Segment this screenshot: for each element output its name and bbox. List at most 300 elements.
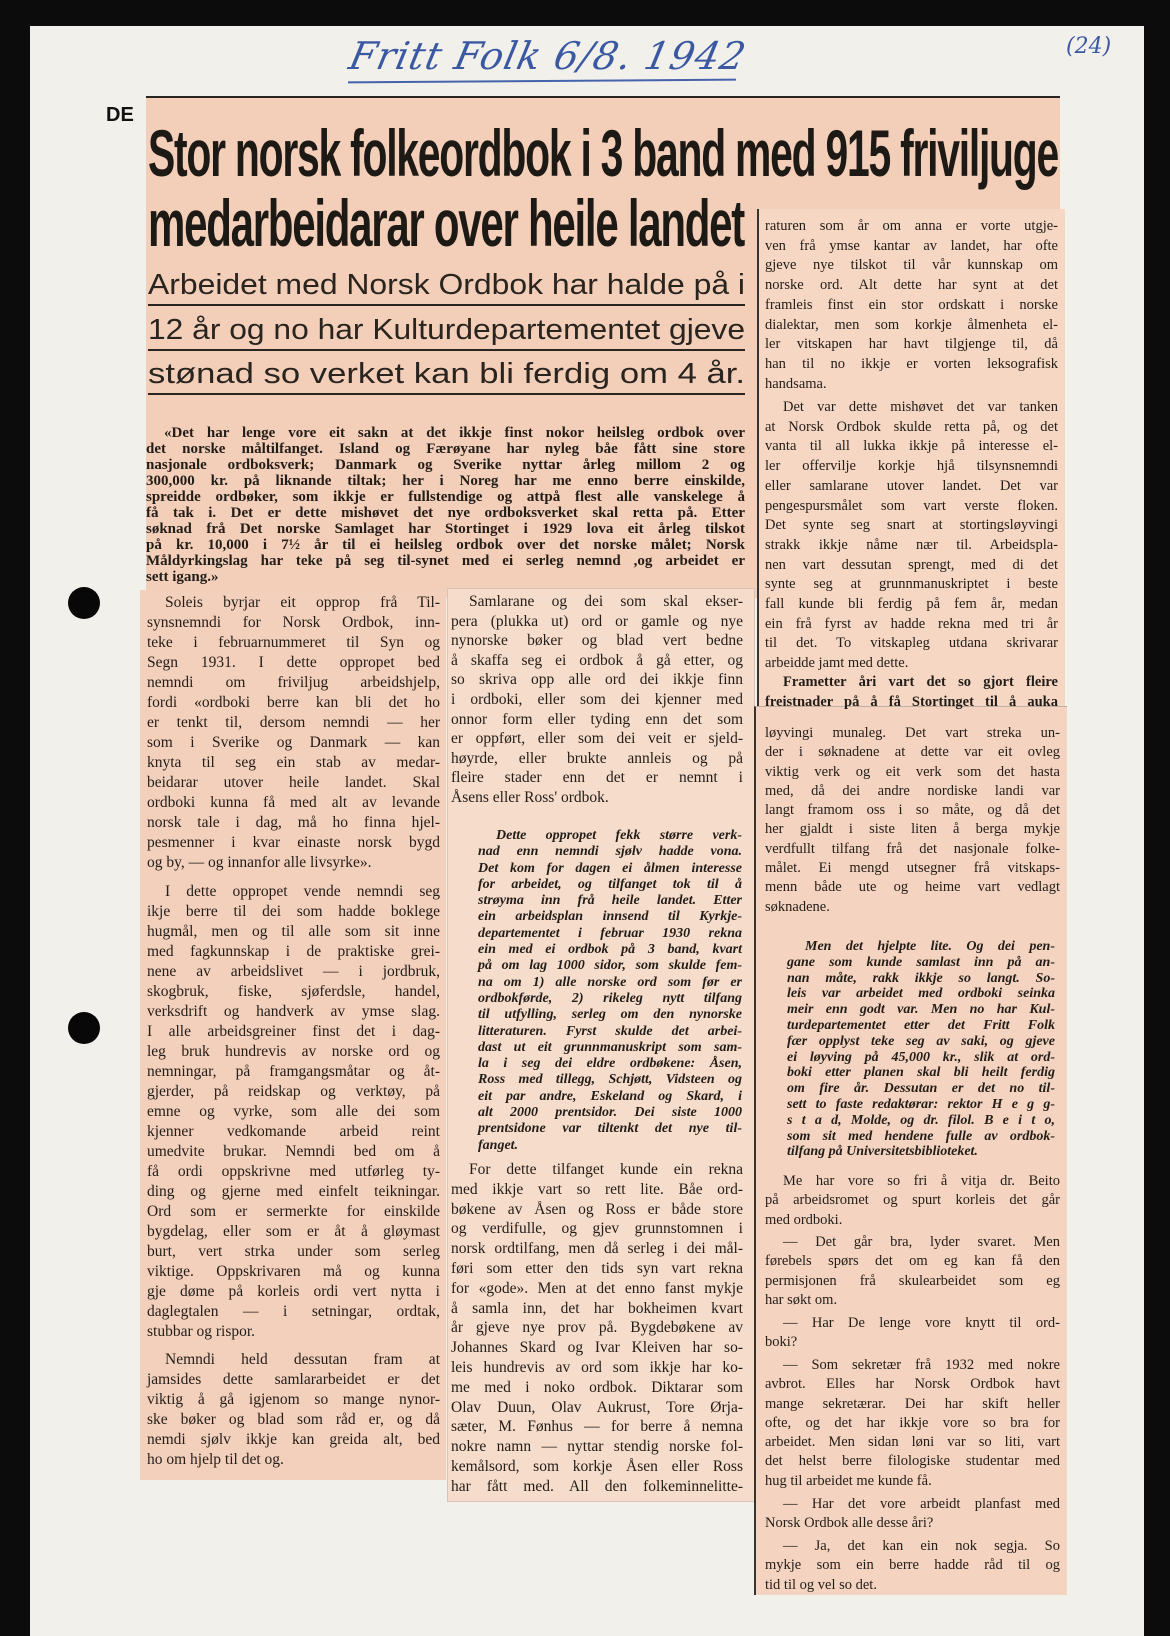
- text-line-content: stubbar og rispor.: [147, 1323, 256, 1340]
- text-line-content: leis var arbeidet med ordboki seinka: [787, 986, 1055, 1002]
- interview-paragraph-5: [765, 1495, 1060, 1534]
- text-line: [765, 1211, 1060, 1230]
- text-line: [478, 1024, 742, 1040]
- text-line: [478, 926, 742, 942]
- text-line: [765, 316, 1058, 336]
- text-line: [765, 615, 1058, 635]
- text-line-content: — Har De lenge vore knytt til ord-: [783, 1315, 1060, 1331]
- text-line: [478, 844, 742, 860]
- text-line: [451, 592, 743, 612]
- stray-header-fragment: DE: [106, 104, 134, 126]
- text-line-content: ein med ei ordbok på 3 band, kvart: [478, 942, 742, 958]
- text-line: [765, 1252, 1060, 1271]
- text-line: [765, 575, 1058, 595]
- text-line-content: og verdifulle, og gjev grunnstomnen i: [451, 1220, 743, 1238]
- text-line: [147, 633, 440, 653]
- text-line: [765, 1576, 1060, 1595]
- text-line: [478, 1056, 742, 1072]
- text-line: [147, 853, 440, 873]
- text-line-content: synsnemndi for Norsk Ordbok, inn-: [147, 614, 440, 631]
- text-line-content: nen vart dessutan sprengt, med di det: [765, 556, 1058, 573]
- text-line-content: fær opplyst teke seg av saki, og gjeve: [787, 1033, 1055, 1049]
- text-line-content: so skriva opp alle ord dei ikkje finn: [451, 671, 743, 689]
- text-line: [146, 569, 745, 585]
- text-line: [147, 1410, 440, 1430]
- text-line-content: 300,000 kr. på liknande tiltak; her i Noreg har me enno berre einskilde,: [146, 473, 745, 489]
- right-paragraph-2: [765, 398, 1058, 674]
- text-line: [451, 1239, 743, 1259]
- text-line: [478, 1105, 742, 1121]
- text-line: [478, 893, 742, 909]
- text-line-content: nene av arbeidslivet — i jordbruk,: [147, 963, 440, 980]
- text-line: [787, 939, 1055, 955]
- text-line-content: som sit med hendene fulle av ordbok-: [787, 1128, 1055, 1144]
- text-line: [146, 553, 745, 569]
- text-line-content: synte seg at grunnmanuskriptet i beste: [765, 576, 1058, 593]
- text-line: [451, 612, 743, 632]
- text-line: [451, 1200, 743, 1220]
- text-line-content: at Norsk Ordbok skulde retta på, og det: [765, 418, 1058, 435]
- text-line: [146, 457, 745, 473]
- text-line-content: Segn 1931. I dette oppropet bed: [147, 654, 440, 671]
- text-line-content: sett igang.»: [146, 569, 219, 585]
- text-line: [478, 991, 742, 1007]
- text-line-content: viktige. Oppskrivaren må og kunna: [147, 1263, 440, 1280]
- text-line-content: raturen som år om anna er vorte utgje-: [765, 218, 1058, 234]
- handwritten-source-note: Fritt Folk 6/8. 1942: [345, 34, 751, 78]
- text-line-content: høyrde, eller brukte annleis og på: [451, 749, 743, 767]
- text-line: [147, 1350, 440, 1370]
- text-line: [147, 1322, 440, 1342]
- text-line: [451, 768, 743, 788]
- right-paragraph-3: [765, 673, 1058, 712]
- text-line: [478, 958, 742, 974]
- text-line-content: viktig å gå igjenom so mange nynor-: [147, 1391, 440, 1408]
- text-line-content: norske ord. Alt dette har synt at det: [765, 277, 1058, 294]
- text-line: [451, 1338, 743, 1358]
- text-line-content: der i søknadene at dette var eit ovleg: [765, 744, 1060, 761]
- text-line: [147, 1182, 440, 1202]
- text-line: [147, 713, 440, 733]
- text-line: [147, 1202, 440, 1222]
- text-line: [765, 296, 1058, 316]
- text-line-content: kjenner vedkomande arbeid reint: [147, 1123, 440, 1140]
- text-line: [147, 1390, 440, 1410]
- text-line: [765, 1395, 1060, 1414]
- text-line-content: det helst berre filologiske studentar med: [765, 1453, 1060, 1470]
- text-line: [147, 982, 440, 1002]
- text-line: [147, 773, 440, 793]
- text-line-content: menn både ute og heime vart vedlagt: [765, 879, 1060, 896]
- text-line-content: gane som kunde samlast inn på an-: [787, 954, 1055, 970]
- text-line: [787, 1050, 1055, 1066]
- text-line: [147, 1082, 440, 1102]
- text-line-content: Johannes Skard og Ivar Kleiven har so-: [451, 1339, 743, 1357]
- text-line: [146, 537, 745, 553]
- text-line: [451, 670, 743, 690]
- text-line-content: arbeidet. Men sidan løni var so liti, vart: [765, 1434, 1060, 1451]
- left-paragraph-3: [147, 1350, 440, 1470]
- text-line: [765, 801, 1060, 820]
- text-line-content: alt 2000 prentsidor. Dei siste 1000: [478, 1105, 742, 1121]
- text-line: [451, 1457, 743, 1477]
- text-line: [147, 962, 440, 982]
- text-line-content: gjerder, på reidskap og verktøy, på: [147, 1083, 440, 1100]
- text-line-content: jamsides dette samlararbeidet er det: [147, 1371, 440, 1388]
- text-line: [765, 477, 1058, 497]
- text-line-content: hug til arbeidet me kunde få.: [765, 1472, 932, 1489]
- text-line-content: Ross med tillegg, Schjøtt, Vidsteen og: [478, 1072, 742, 1088]
- middle-paragraph-1: [451, 592, 743, 808]
- text-line: [765, 335, 1058, 355]
- text-line: [451, 1318, 743, 1338]
- text-line: [147, 1302, 440, 1322]
- text-line: [146, 441, 745, 457]
- text-line-content: pesmenner i kvar einaste norsk bygd: [147, 834, 440, 851]
- text-line: [765, 437, 1058, 457]
- text-line: [451, 1219, 743, 1239]
- text-line: [451, 710, 743, 730]
- text-line-content: boki?: [765, 1334, 798, 1351]
- text-line-content: Det synte seg snart at stortingsløyvingi: [765, 517, 1058, 534]
- text-line-content: emne og vyrke, som alle dei som: [147, 1103, 440, 1120]
- text-line: [765, 457, 1058, 477]
- text-line-content: ding og gjerne med einfelt teikningar.: [147, 1183, 440, 1200]
- text-line-content: leg bruk hundrevis av norske ord og: [147, 1043, 440, 1060]
- middle-paragraph-3: [451, 1160, 743, 1497]
- text-line-content: pera (plukka ut) ord or gamle og nye: [451, 612, 743, 630]
- text-line-content: avbrot. Elles har Norsk Ordbok havt: [765, 1376, 1060, 1393]
- text-line: [451, 651, 743, 671]
- text-line-content: strakk ikkje nåme nær til. Arbeidspla-: [765, 536, 1058, 553]
- text-line-content: fall kunde bli ferdig på fem år, medan: [765, 596, 1058, 613]
- text-line: [147, 902, 440, 922]
- text-line-content: Men det hjelpte lite. Og dei pen-: [805, 939, 1055, 954]
- text-line: [451, 1259, 743, 1279]
- text-line: [765, 375, 1058, 395]
- text-line-content: strøyma inn frå heile landet. Etter: [478, 893, 742, 909]
- text-line: [765, 1272, 1060, 1291]
- left-paragraph-2: [147, 882, 440, 1342]
- text-line: [451, 1279, 743, 1299]
- text-line-content: han til no ikkje er vorten leksografisk: [765, 355, 1058, 372]
- text-line-content: norsk tale i dag, må ho finna hjel-: [147, 814, 440, 831]
- text-line: [147, 942, 440, 962]
- text-line-content: nemningar, på framgangsmåtar og åt-: [147, 1063, 440, 1080]
- subheadline-line-2: 12 år og no har Kulturdepartementet gjeve: [148, 313, 745, 351]
- text-line-content: For dette tilfanget kunde ein rekna: [469, 1161, 743, 1178]
- text-line-content: ho om hjelp til det og.: [147, 1451, 284, 1468]
- intro-quote: [146, 425, 745, 585]
- text-line-content: tilfang på Universitetsbiblioteket.: [787, 1144, 978, 1160]
- text-line: [451, 1378, 743, 1398]
- text-line-content: viktig verk og eit verk som det hasta: [765, 763, 1060, 780]
- text-line-content: Åsens eller Ross' ordbok.: [451, 788, 609, 806]
- text-line-content: verksdrift og handverk av ymse slag.: [147, 1003, 440, 1020]
- text-line: [765, 1375, 1060, 1394]
- text-line-content: har søkt om.: [765, 1291, 838, 1308]
- text-line: [765, 1472, 1060, 1491]
- text-line-content: — Har det vore arbeidt planfast med: [783, 1496, 1060, 1512]
- text-line-content: skogbruk, fiske, sjøferdsle, handel,: [147, 983, 440, 1000]
- text-line-content: langt framom oss i so måte, og då det: [765, 802, 1060, 819]
- text-line-content: dast ut eit grunnmanuskript som sam-: [478, 1039, 742, 1055]
- text-line: [451, 749, 743, 769]
- text-line-content: hugmål, men og til alle som sit inne: [147, 923, 440, 940]
- text-line-content: på kr. 10,000 i 7½ år til ei heilsleg ordbok over det norske målet; Norsk: [146, 537, 745, 553]
- text-line: [478, 975, 742, 991]
- text-line-content: permisjonen frå skulearbeidet som eg: [765, 1272, 1060, 1289]
- text-line-content: Det var dette mishøvet det var tanken: [783, 399, 1058, 415]
- text-line: [147, 1122, 440, 1142]
- text-line: [787, 1081, 1055, 1097]
- text-line: [147, 1142, 440, 1162]
- text-line: [765, 256, 1058, 276]
- text-line-content: ordboki kunna få med alt av levande: [147, 794, 440, 811]
- text-line-content: nokre namn — nyttar stendig norske fol-: [451, 1438, 743, 1456]
- text-line-content: nemndi om friviljug arbeidshjelp,: [147, 674, 440, 691]
- text-line-content: fleire stader enn det er nemnt i: [451, 769, 743, 787]
- interview-paragraph-2: [765, 1233, 1060, 1310]
- text-line-content: departementet i februar 1930 rekna: [478, 925, 742, 941]
- text-line-content: Olav Duun, Olav Aukrust, Tore Ørja-: [451, 1398, 743, 1416]
- text-line: [451, 631, 743, 651]
- text-line-content: til det. To vitskapleg utdana skrivarar: [765, 635, 1058, 652]
- punch-hole: [68, 1012, 100, 1044]
- text-line-content: Måldyrkingslag har teke på seg til-synet med ei serleg nemnd ,og arbeidet er: [146, 553, 745, 569]
- text-line-content: onnor form eller tyding enn det som: [451, 710, 743, 728]
- text-line: [147, 882, 440, 902]
- text-line-content: ske bøker og blad som råd er, og då: [147, 1411, 440, 1428]
- text-line-content: føri som etter den tids syn vart rekna: [451, 1259, 743, 1277]
- text-line-content: nasjonale ordboksverk; Danmark og Sverike nyttar årleg millom 2 og: [146, 457, 745, 473]
- text-line-content: som i Sverike og Danmark — kan: [147, 734, 440, 751]
- text-line-content: med ordboki.: [765, 1211, 843, 1228]
- text-line-content: målet. Ei mengd utsegner frå vitskaps-: [765, 860, 1060, 877]
- text-line: [147, 1370, 440, 1390]
- subheadline-line-3: stønad so verket kan bli ferdig om 4 år.: [148, 357, 745, 395]
- text-line-content: Samlarane og dei som skal ekser-: [469, 593, 743, 610]
- handwritten-page-number: (24): [1066, 34, 1112, 59]
- text-line-content: og by, — og innanfor alle livsyrke».: [147, 854, 372, 871]
- text-line-content: sett to faste redaktørar: rektor H e g g-: [787, 1096, 1055, 1112]
- interview-paragraph-1: [765, 1172, 1060, 1230]
- text-line: [147, 1102, 440, 1122]
- text-line-content: nad enn nemndi sjølv hadde vona.: [478, 844, 742, 860]
- text-line: [765, 840, 1060, 859]
- text-line-content: nemdi sjølv ikkje kan greida alt, bed: [147, 1431, 440, 1448]
- text-line: [765, 724, 1060, 743]
- text-line: [765, 1191, 1060, 1210]
- right-italic-paragraph: [787, 939, 1055, 1160]
- text-line-content: teke i februarnummeret til Syn og: [147, 634, 440, 651]
- text-line: [147, 793, 440, 813]
- text-line: [765, 1495, 1060, 1514]
- text-line-content: me med i noko ordbok. Diktarar som: [451, 1378, 743, 1396]
- text-line: [146, 425, 745, 441]
- text-line-content: eller samlarane utover landet. Det var: [765, 477, 1058, 494]
- text-line-content: ein frå fyrst av hadde rekna med tri år: [765, 615, 1058, 632]
- text-line-content: om fire år. Dessutan er det no til-: [787, 1081, 1055, 1097]
- text-line: [765, 820, 1060, 839]
- text-line: [451, 1160, 743, 1180]
- text-line: [147, 693, 440, 713]
- text-line: [765, 859, 1060, 878]
- text-line-content: burt, vert strka under som serleg: [147, 1243, 440, 1260]
- text-line-content: na om 1) alle norske ord som før er: [478, 974, 742, 990]
- text-line-content: vanta til all lukka ikkje på interesse el-: [765, 438, 1058, 455]
- text-line: [478, 942, 742, 958]
- text-line-content: leis hundrevis av ord som ikkje har ko-: [451, 1358, 743, 1376]
- text-line: [787, 1065, 1055, 1081]
- text-line-content: nan måte, rakk ikkje so langt. So-: [787, 970, 1055, 986]
- text-line: [451, 1477, 743, 1497]
- subheadline-line-1: Arbeidet med Norsk Ordbok har halde på i: [148, 268, 745, 306]
- text-line: [765, 1314, 1060, 1333]
- text-line-content: Det kom for dagen ei ålmen interesse: [478, 860, 742, 876]
- text-line: [765, 878, 1060, 897]
- punch-hole: [68, 587, 100, 619]
- text-line-content: freistnader på å få Stortinget til å auka: [765, 693, 1058, 710]
- text-line: [765, 398, 1058, 418]
- text-line-content: ikje berre til dei som hadde boklege: [147, 903, 440, 920]
- text-line-content: fordi «ordboki berre kan bli det ho: [147, 694, 440, 711]
- text-line-content: nynorske bøker og blad vert bedne: [451, 632, 743, 650]
- text-line: [147, 922, 440, 942]
- text-line-content: Norsk Ordbok alle desse åri?: [765, 1515, 934, 1532]
- text-line: [451, 1398, 743, 1418]
- text-line: [451, 729, 743, 749]
- text-line-content: på om lag 1000 sidor, som skulde fem-: [478, 958, 742, 974]
- text-line: [765, 898, 1060, 917]
- text-line: [147, 833, 440, 853]
- text-line: [765, 782, 1060, 801]
- text-line-content: søknadene.: [765, 898, 830, 915]
- text-line: [451, 1417, 743, 1437]
- text-line: [478, 909, 742, 925]
- text-line-content: beidarar utover heile landet. Skal: [147, 774, 440, 791]
- text-line-content: umedvite brukar. Nemndi bed om å: [147, 1143, 440, 1160]
- text-line: [478, 1121, 742, 1137]
- text-line-content: Frametter åri vart det so gjort fleire: [783, 674, 1058, 690]
- text-line: [765, 1233, 1060, 1252]
- text-line-content: tid til og vel so det.: [765, 1576, 877, 1593]
- text-line-content: knyta til seg ein stab av medar-: [147, 754, 440, 771]
- text-line-content: gjeve nye tilskot til vår kunnskap om: [765, 257, 1058, 274]
- text-line-content: Soleis byrjar eit opprop frå Til-: [165, 594, 440, 611]
- text-line: [146, 473, 745, 489]
- text-line-content: det norske måltilfanget. Island og Færøyane har nyleg båe fått sine store: [146, 441, 745, 457]
- text-line: [765, 237, 1058, 257]
- text-line-content: Ord som er sermerkte for einskilde: [147, 1203, 440, 1220]
- text-line: [147, 1062, 440, 1082]
- text-line: [478, 1007, 742, 1023]
- text-line-content: med, då dei andre nordiske landi var: [765, 782, 1060, 799]
- text-line-content: her gjaldt i siste liten å berga mykje: [765, 821, 1060, 838]
- text-line-content: I dette oppropet vende nemndi seg: [165, 883, 440, 900]
- text-line: [147, 673, 440, 693]
- text-line: [765, 1537, 1060, 1556]
- text-line-content: få ordi oppskrivne med utførleg ty-: [147, 1163, 440, 1180]
- text-line-content: få tak i. Det er dette mishøvet det nye ordboksverket skal retta på. Etter: [146, 505, 745, 521]
- text-line-content: daglegtalen — i setningar, ordtak,: [147, 1303, 440, 1320]
- text-line-content: prentsidone var tiltenkt det nye til-: [478, 1121, 742, 1137]
- interview-paragraph-4: [765, 1356, 1060, 1491]
- text-line-content: for «gode». Men at det enno fanst mykje: [451, 1279, 743, 1297]
- text-line-content: boki etter planen skal bli heilt ferdig: [787, 1065, 1055, 1081]
- text-line-content: fanget.: [478, 1137, 519, 1153]
- text-line: [147, 733, 440, 753]
- text-line: [787, 986, 1055, 1002]
- text-line: [451, 1358, 743, 1378]
- text-line-content: norsk ordtilfang, men då serleg i dei mål-: [451, 1240, 743, 1258]
- text-line-content: førebels spørs det om eg kan få den: [765, 1253, 1060, 1270]
- text-line: [765, 634, 1058, 654]
- text-line: [787, 1113, 1055, 1129]
- text-line: [765, 1433, 1060, 1452]
- text-line: [478, 1138, 742, 1154]
- text-line: [765, 673, 1058, 693]
- text-line-content: verdfullt tilfang frå det nasjonale folke-: [765, 840, 1060, 857]
- text-line-content: gje døme på korleis ordi vert nytta i: [147, 1283, 440, 1300]
- text-line-content: dialektar, men som korkje ålmenheta el-: [765, 316, 1058, 333]
- text-line: [765, 497, 1058, 517]
- text-line-content: i ordboki, eller som dei kjenner med: [451, 690, 743, 708]
- text-line-content: I alle arbeidsgreiner finst det i dag-: [147, 1023, 440, 1040]
- text-line: [787, 955, 1055, 971]
- text-line: [765, 556, 1058, 576]
- text-line-content: ofte, og det har ikkje vore so bra for: [765, 1414, 1060, 1431]
- text-line-content: med fagkunnskap i de praktiske grei-: [147, 943, 440, 960]
- text-line: [787, 1018, 1055, 1034]
- text-line-content: — Som sekretær frå 1932 med nokre: [783, 1357, 1060, 1373]
- text-line: [147, 1162, 440, 1182]
- text-line-content: bøkene av Åsen og Ross er både store: [451, 1200, 743, 1218]
- text-line-content: meir enn godt var. Men no har Kul-: [787, 1002, 1055, 1018]
- headline-line-2: medarbeidarar over heile landet: [148, 186, 744, 260]
- text-line-content: spreidde ordbøker, som ikkje er fullstendige og attpå flest alle vanskelege å: [146, 489, 745, 505]
- text-line: [451, 1180, 743, 1200]
- text-line: [478, 828, 742, 844]
- text-line: [451, 690, 743, 710]
- text-line-content: s t a d, Molde, og dr. filol. B e i t o,: [787, 1112, 1055, 1128]
- text-line-content: ler vitskapen har havt tilgjenge til, då: [765, 336, 1058, 353]
- text-line: [765, 1514, 1060, 1533]
- text-line: [765, 1452, 1060, 1471]
- text-line: [147, 753, 440, 773]
- text-line-content: ordbokførde, 2) rikeleg nytt tilfang: [478, 990, 742, 1006]
- text-line-content: bygdelag, eller som er åt å gløymast: [147, 1223, 440, 1240]
- text-line-content: ven frå ymse kantar av landet, har ofte: [765, 237, 1058, 254]
- headline-line-1: Stor norsk folkeordbok i 3 band med 915 friviljuge: [148, 116, 1058, 190]
- text-line: [765, 1172, 1060, 1191]
- text-line: [146, 505, 745, 521]
- text-line-content: til utfylling, serleg om den nynorske: [478, 1007, 742, 1023]
- text-line: [147, 1242, 440, 1262]
- text-line-content: litteraturen. Fyrst skulde det arbei-: [478, 1023, 742, 1039]
- text-line-content: framleis finst ein stor ordskatt i norske: [765, 296, 1058, 313]
- text-line: [765, 1356, 1060, 1375]
- text-line: [765, 743, 1060, 762]
- text-line: [147, 1450, 440, 1470]
- text-line-content: — Ja, det kan ein nok segja. So: [783, 1538, 1060, 1554]
- text-line-content: mange sekretærar. Dei har skift heller: [765, 1395, 1060, 1412]
- text-line-content: handsama.: [765, 375, 827, 392]
- text-line: [765, 217, 1058, 237]
- text-line-content: sæter, M. Fønhus — for berre å nemna: [451, 1418, 743, 1436]
- text-line-content: Me har vore so fri å vitja dr. Beito: [783, 1173, 1060, 1189]
- text-line: [765, 276, 1058, 296]
